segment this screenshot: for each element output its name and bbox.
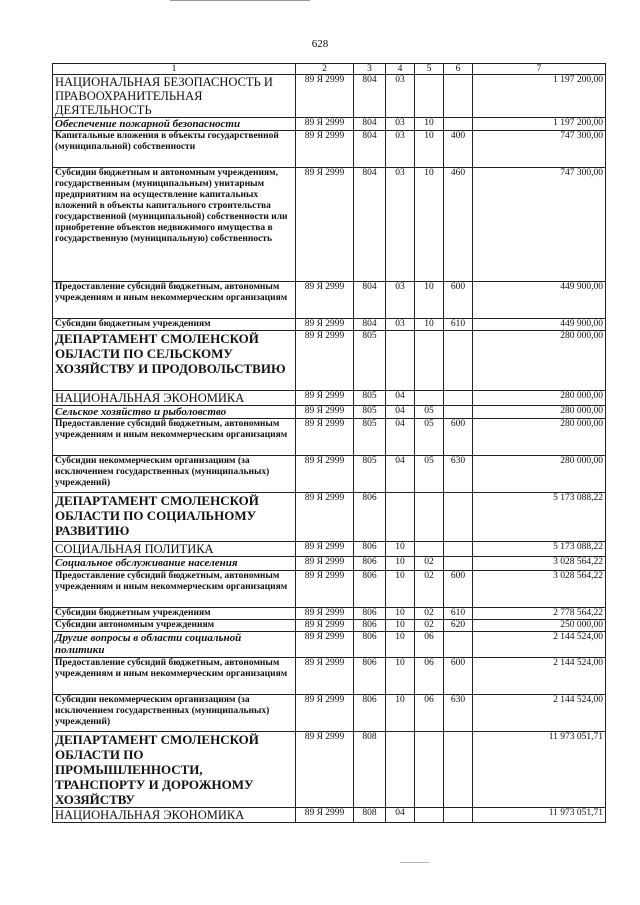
row-subsection: 05 bbox=[415, 419, 444, 456]
row-ministry: 808 bbox=[354, 732, 386, 808]
row-name: Предоставление субсидий бюджетным, автономным учреждениям и иным некоммерческим организациям bbox=[53, 419, 296, 456]
row-amount: 280 000,00 bbox=[473, 456, 606, 493]
budget-table bbox=[52, 63, 606, 823]
row-name: ДЕПАРТАМЕНТ СМОЛЕНСКОЙ ОБЛАСТИ ПО СОЦИАЛЬНОМУ РАЗВИТИЮ bbox=[53, 493, 296, 542]
row-subsection: 02 bbox=[415, 571, 444, 608]
table-row bbox=[53, 406, 606, 419]
row-amount: 1 197 200,00 bbox=[473, 75, 606, 118]
row-amount: 747 300,00 bbox=[473, 168, 606, 282]
table-row bbox=[53, 118, 606, 131]
row-code: 89 Я 2999 bbox=[296, 456, 354, 493]
row-expense-type: 400 bbox=[444, 131, 473, 168]
row-section: 03 bbox=[386, 282, 415, 319]
row-expense-type: 460 bbox=[444, 168, 473, 282]
table-row bbox=[53, 632, 606, 658]
row-ministry: 806 bbox=[354, 658, 386, 695]
row-subsection: 05 bbox=[415, 406, 444, 419]
table-row bbox=[53, 557, 606, 571]
row-amount: 280 000,00 bbox=[473, 406, 606, 419]
row-code: 89 Я 2999 bbox=[296, 658, 354, 695]
row-section: 04 bbox=[386, 406, 415, 419]
row-section: 10 bbox=[386, 695, 415, 732]
row-code: 89 Я 2999 bbox=[296, 118, 354, 131]
row-section bbox=[386, 331, 415, 391]
table-row bbox=[53, 131, 606, 168]
row-section: 03 bbox=[386, 75, 415, 118]
row-expense-type bbox=[444, 391, 473, 406]
row-ministry: 804 bbox=[354, 75, 386, 118]
row-ministry: 804 bbox=[354, 282, 386, 319]
row-expense-type bbox=[444, 557, 473, 571]
header-cell: 6 bbox=[444, 64, 473, 75]
row-code: 89 Я 2999 bbox=[296, 620, 354, 632]
row-section: 03 bbox=[386, 319, 415, 331]
row-amount: 5 173 088,22 bbox=[473, 493, 606, 542]
row-section: 03 bbox=[386, 131, 415, 168]
row-amount: 280 000,00 bbox=[473, 331, 606, 391]
row-name: Субсидии бюджетным и автономным учреждениям, государственным (муниципальным) унитарным предприятиям на осуществление капитальных вложений в объекты капитального строительства государственной (муниципальной) собственности или приобретение объектов недвижимого имущества в государственную (муниципальную) собственность bbox=[53, 168, 296, 282]
row-code: 89 Я 2999 bbox=[296, 419, 354, 456]
row-name: Обеспечение пожарной безопасности bbox=[53, 118, 296, 131]
header-cell: 2 bbox=[296, 64, 354, 75]
row-subsection: 02 bbox=[415, 608, 444, 620]
row-subsection: 05 bbox=[415, 456, 444, 493]
row-subsection bbox=[415, 75, 444, 118]
page-number: 628 bbox=[311, 38, 329, 50]
row-section: 03 bbox=[386, 168, 415, 282]
row-name: Субсидии некоммерческим организациям (за исключением государственных (муниципальных) учреждений) bbox=[53, 456, 296, 493]
row-ministry: 806 bbox=[354, 571, 386, 608]
row-ministry: 805 bbox=[354, 406, 386, 419]
row-subsection: 10 bbox=[415, 319, 444, 331]
row-code: 89 Я 2999 bbox=[296, 632, 354, 658]
row-name: Субсидии автономным учреждениям bbox=[53, 620, 296, 632]
row-code: 89 Я 2999 bbox=[296, 542, 354, 557]
row-section: 10 bbox=[386, 620, 415, 632]
row-code: 89 Я 2999 bbox=[296, 131, 354, 168]
row-amount: 1 197 200,00 bbox=[473, 118, 606, 131]
row-code: 89 Я 2999 bbox=[296, 168, 354, 282]
row-code: 89 Я 2999 bbox=[296, 493, 354, 542]
row-code: 89 Я 2999 bbox=[296, 571, 354, 608]
row-section: 10 bbox=[386, 557, 415, 571]
row-expense-type bbox=[444, 542, 473, 557]
row-ministry: 808 bbox=[354, 808, 386, 823]
row-name: Субсидии бюджетным учреждениям bbox=[53, 608, 296, 620]
row-amount: 449 900,00 bbox=[473, 319, 606, 331]
row-expense-type bbox=[444, 732, 473, 808]
header-cell: 7 bbox=[473, 64, 606, 75]
row-name: ДЕПАРТАМЕНТ СМОЛЕНСКОЙ ОБЛАСТИ ПО ПРОМЫШЛЕННОСТИ, ТРАНСПОРТУ И ДОРОЖНОМУ ХОЗЯЙСТВУ bbox=[53, 732, 296, 808]
row-name: НАЦИОНАЛЬНАЯ БЕЗОПАСНОСТЬ И ПРАВООХРАНИТЕЛЬНАЯ ДЕЯТЕЛЬНОСТЬ bbox=[53, 75, 296, 118]
row-amount: 2 144 524,00 bbox=[473, 632, 606, 658]
row-name: Предоставление субсидий бюджетным, автономным учреждениям и иным некоммерческим организациям bbox=[53, 282, 296, 319]
row-expense-type: 610 bbox=[444, 608, 473, 620]
row-expense-type bbox=[444, 808, 473, 823]
row-code: 89 Я 2999 bbox=[296, 75, 354, 118]
row-expense-type: 600 bbox=[444, 419, 473, 456]
row-name: Сельское хозяйство и рыболовство bbox=[53, 406, 296, 419]
row-code: 89 Я 2999 bbox=[296, 406, 354, 419]
row-expense-type: 600 bbox=[444, 658, 473, 695]
row-subsection: 02 bbox=[415, 557, 444, 571]
table-row bbox=[53, 419, 606, 456]
table-row bbox=[53, 456, 606, 493]
row-section: 10 bbox=[386, 542, 415, 557]
bottom-mark bbox=[400, 862, 430, 863]
row-ministry: 805 bbox=[354, 331, 386, 391]
row-ministry: 805 bbox=[354, 456, 386, 493]
row-amount: 11 973 051,71 bbox=[473, 732, 606, 808]
column-numbers-row bbox=[53, 64, 606, 75]
table-row bbox=[53, 542, 606, 557]
row-name: НАЦИОНАЛЬНАЯ ЭКОНОМИКА bbox=[53, 391, 296, 406]
row-amount: 11 973 051,71 bbox=[473, 808, 606, 823]
row-subsection: 06 bbox=[415, 658, 444, 695]
row-ministry: 806 bbox=[354, 608, 386, 620]
row-subsection: 02 bbox=[415, 620, 444, 632]
row-amount: 3 028 564,22 bbox=[473, 557, 606, 571]
row-code: 89 Я 2999 bbox=[296, 695, 354, 732]
row-ministry: 806 bbox=[354, 620, 386, 632]
header-cell: 5 bbox=[415, 64, 444, 75]
header-cell: 4 bbox=[386, 64, 415, 75]
row-name: Социальное обслуживание населения bbox=[53, 557, 296, 571]
row-subsection bbox=[415, 808, 444, 823]
row-ministry: 804 bbox=[354, 118, 386, 131]
row-expense-type bbox=[444, 632, 473, 658]
row-section bbox=[386, 493, 415, 542]
header-cell: 1 bbox=[53, 64, 296, 75]
table-body bbox=[53, 75, 606, 823]
row-amount: 280 000,00 bbox=[473, 419, 606, 456]
table-row bbox=[53, 493, 606, 542]
row-expense-type: 600 bbox=[444, 571, 473, 608]
row-expense-type: 610 bbox=[444, 319, 473, 331]
row-subsection: 10 bbox=[415, 118, 444, 131]
row-name: Другие вопросы в области социальной политики bbox=[53, 632, 296, 658]
row-amount: 2 144 524,00 bbox=[473, 695, 606, 732]
row-amount: 449 900,00 bbox=[473, 282, 606, 319]
row-subsection bbox=[415, 331, 444, 391]
row-ministry: 806 bbox=[354, 542, 386, 557]
table-row bbox=[53, 620, 606, 632]
row-ministry: 805 bbox=[354, 391, 386, 406]
row-name: НАЦИОНАЛЬНАЯ ЭКОНОМИКА bbox=[53, 808, 296, 823]
table-row bbox=[53, 658, 606, 695]
row-name: Предоставление субсидий бюджетным, автономным учреждениям и иным некоммерческим организациям bbox=[53, 571, 296, 608]
row-code: 89 Я 2999 bbox=[296, 331, 354, 391]
row-expense-type bbox=[444, 493, 473, 542]
row-expense-type: 600 bbox=[444, 282, 473, 319]
row-code: 89 Я 2999 bbox=[296, 282, 354, 319]
row-section bbox=[386, 732, 415, 808]
row-ministry: 806 bbox=[354, 695, 386, 732]
header-cell: 3 bbox=[354, 64, 386, 75]
row-subsection: 10 bbox=[415, 168, 444, 282]
row-code: 89 Я 2999 bbox=[296, 557, 354, 571]
row-name: ДЕПАРТАМЕНТ СМОЛЕНСКОЙ ОБЛАСТИ ПО СЕЛЬСКОМУ ХОЗЯЙСТВУ И ПРОДОВОЛЬСТВИЮ bbox=[53, 331, 296, 391]
row-subsection bbox=[415, 493, 444, 542]
row-code: 89 Я 2999 bbox=[296, 319, 354, 331]
row-section: 10 bbox=[386, 632, 415, 658]
table-row bbox=[53, 331, 606, 391]
row-section: 10 bbox=[386, 658, 415, 695]
row-expense-type bbox=[444, 75, 473, 118]
row-amount: 250 000,00 bbox=[473, 620, 606, 632]
row-ministry: 806 bbox=[354, 493, 386, 542]
row-expense-type: 630 bbox=[444, 456, 473, 493]
row-amount: 280 000,00 bbox=[473, 391, 606, 406]
table-row bbox=[53, 571, 606, 608]
row-expense-type bbox=[444, 118, 473, 131]
row-name: СОЦИАЛЬНАЯ ПОЛИТИКА bbox=[53, 542, 296, 557]
row-amount: 2 144 524,00 bbox=[473, 658, 606, 695]
row-section: 10 bbox=[386, 571, 415, 608]
table-row bbox=[53, 282, 606, 319]
row-section: 04 bbox=[386, 391, 415, 406]
row-subsection bbox=[415, 732, 444, 808]
row-code: 89 Я 2999 bbox=[296, 732, 354, 808]
row-amount: 5 173 088,22 bbox=[473, 542, 606, 557]
row-name: Субсидии некоммерческим организациям (за исключением государственных (муниципальных) учреждений) bbox=[53, 695, 296, 732]
row-subsection: 06 bbox=[415, 695, 444, 732]
row-code: 89 Я 2999 bbox=[296, 608, 354, 620]
row-section: 03 bbox=[386, 118, 415, 131]
row-expense-type bbox=[444, 331, 473, 391]
row-ministry: 804 bbox=[354, 319, 386, 331]
row-subsection: 06 bbox=[415, 632, 444, 658]
table-row bbox=[53, 608, 606, 620]
table-row bbox=[53, 732, 606, 808]
row-subsection: 10 bbox=[415, 131, 444, 168]
row-code: 89 Я 2999 bbox=[296, 391, 354, 406]
row-section: 10 bbox=[386, 608, 415, 620]
table-row bbox=[53, 695, 606, 732]
row-ministry: 804 bbox=[354, 131, 386, 168]
row-amount: 747 300,00 bbox=[473, 131, 606, 168]
row-code: 89 Я 2999 bbox=[296, 808, 354, 823]
table-row bbox=[53, 75, 606, 118]
table-row bbox=[53, 391, 606, 406]
row-ministry: 806 bbox=[354, 557, 386, 571]
top-rule bbox=[170, 0, 310, 1]
row-ministry: 804 bbox=[354, 168, 386, 282]
row-amount: 2 778 564,22 bbox=[473, 608, 606, 620]
row-ministry: 806 bbox=[354, 632, 386, 658]
table-row bbox=[53, 319, 606, 331]
table-row bbox=[53, 808, 606, 823]
row-name: Капитальные вложения в объекты государственной (муниципальной) собственности bbox=[53, 131, 296, 168]
row-name: Предоставление субсидий бюджетным, автономным учреждениям и иным некоммерческим организациям bbox=[53, 658, 296, 695]
row-subsection: 10 bbox=[415, 282, 444, 319]
row-expense-type: 620 bbox=[444, 620, 473, 632]
row-section: 04 bbox=[386, 419, 415, 456]
row-section: 04 bbox=[386, 456, 415, 493]
row-expense-type: 630 bbox=[444, 695, 473, 732]
row-ministry: 805 bbox=[354, 419, 386, 456]
row-name: Субсидии бюджетным учреждениям bbox=[53, 319, 296, 331]
row-subsection bbox=[415, 542, 444, 557]
table-row bbox=[53, 168, 606, 282]
row-subsection bbox=[415, 391, 444, 406]
row-amount: 3 028 564,22 bbox=[473, 571, 606, 608]
row-expense-type bbox=[444, 406, 473, 419]
row-section: 04 bbox=[386, 808, 415, 823]
